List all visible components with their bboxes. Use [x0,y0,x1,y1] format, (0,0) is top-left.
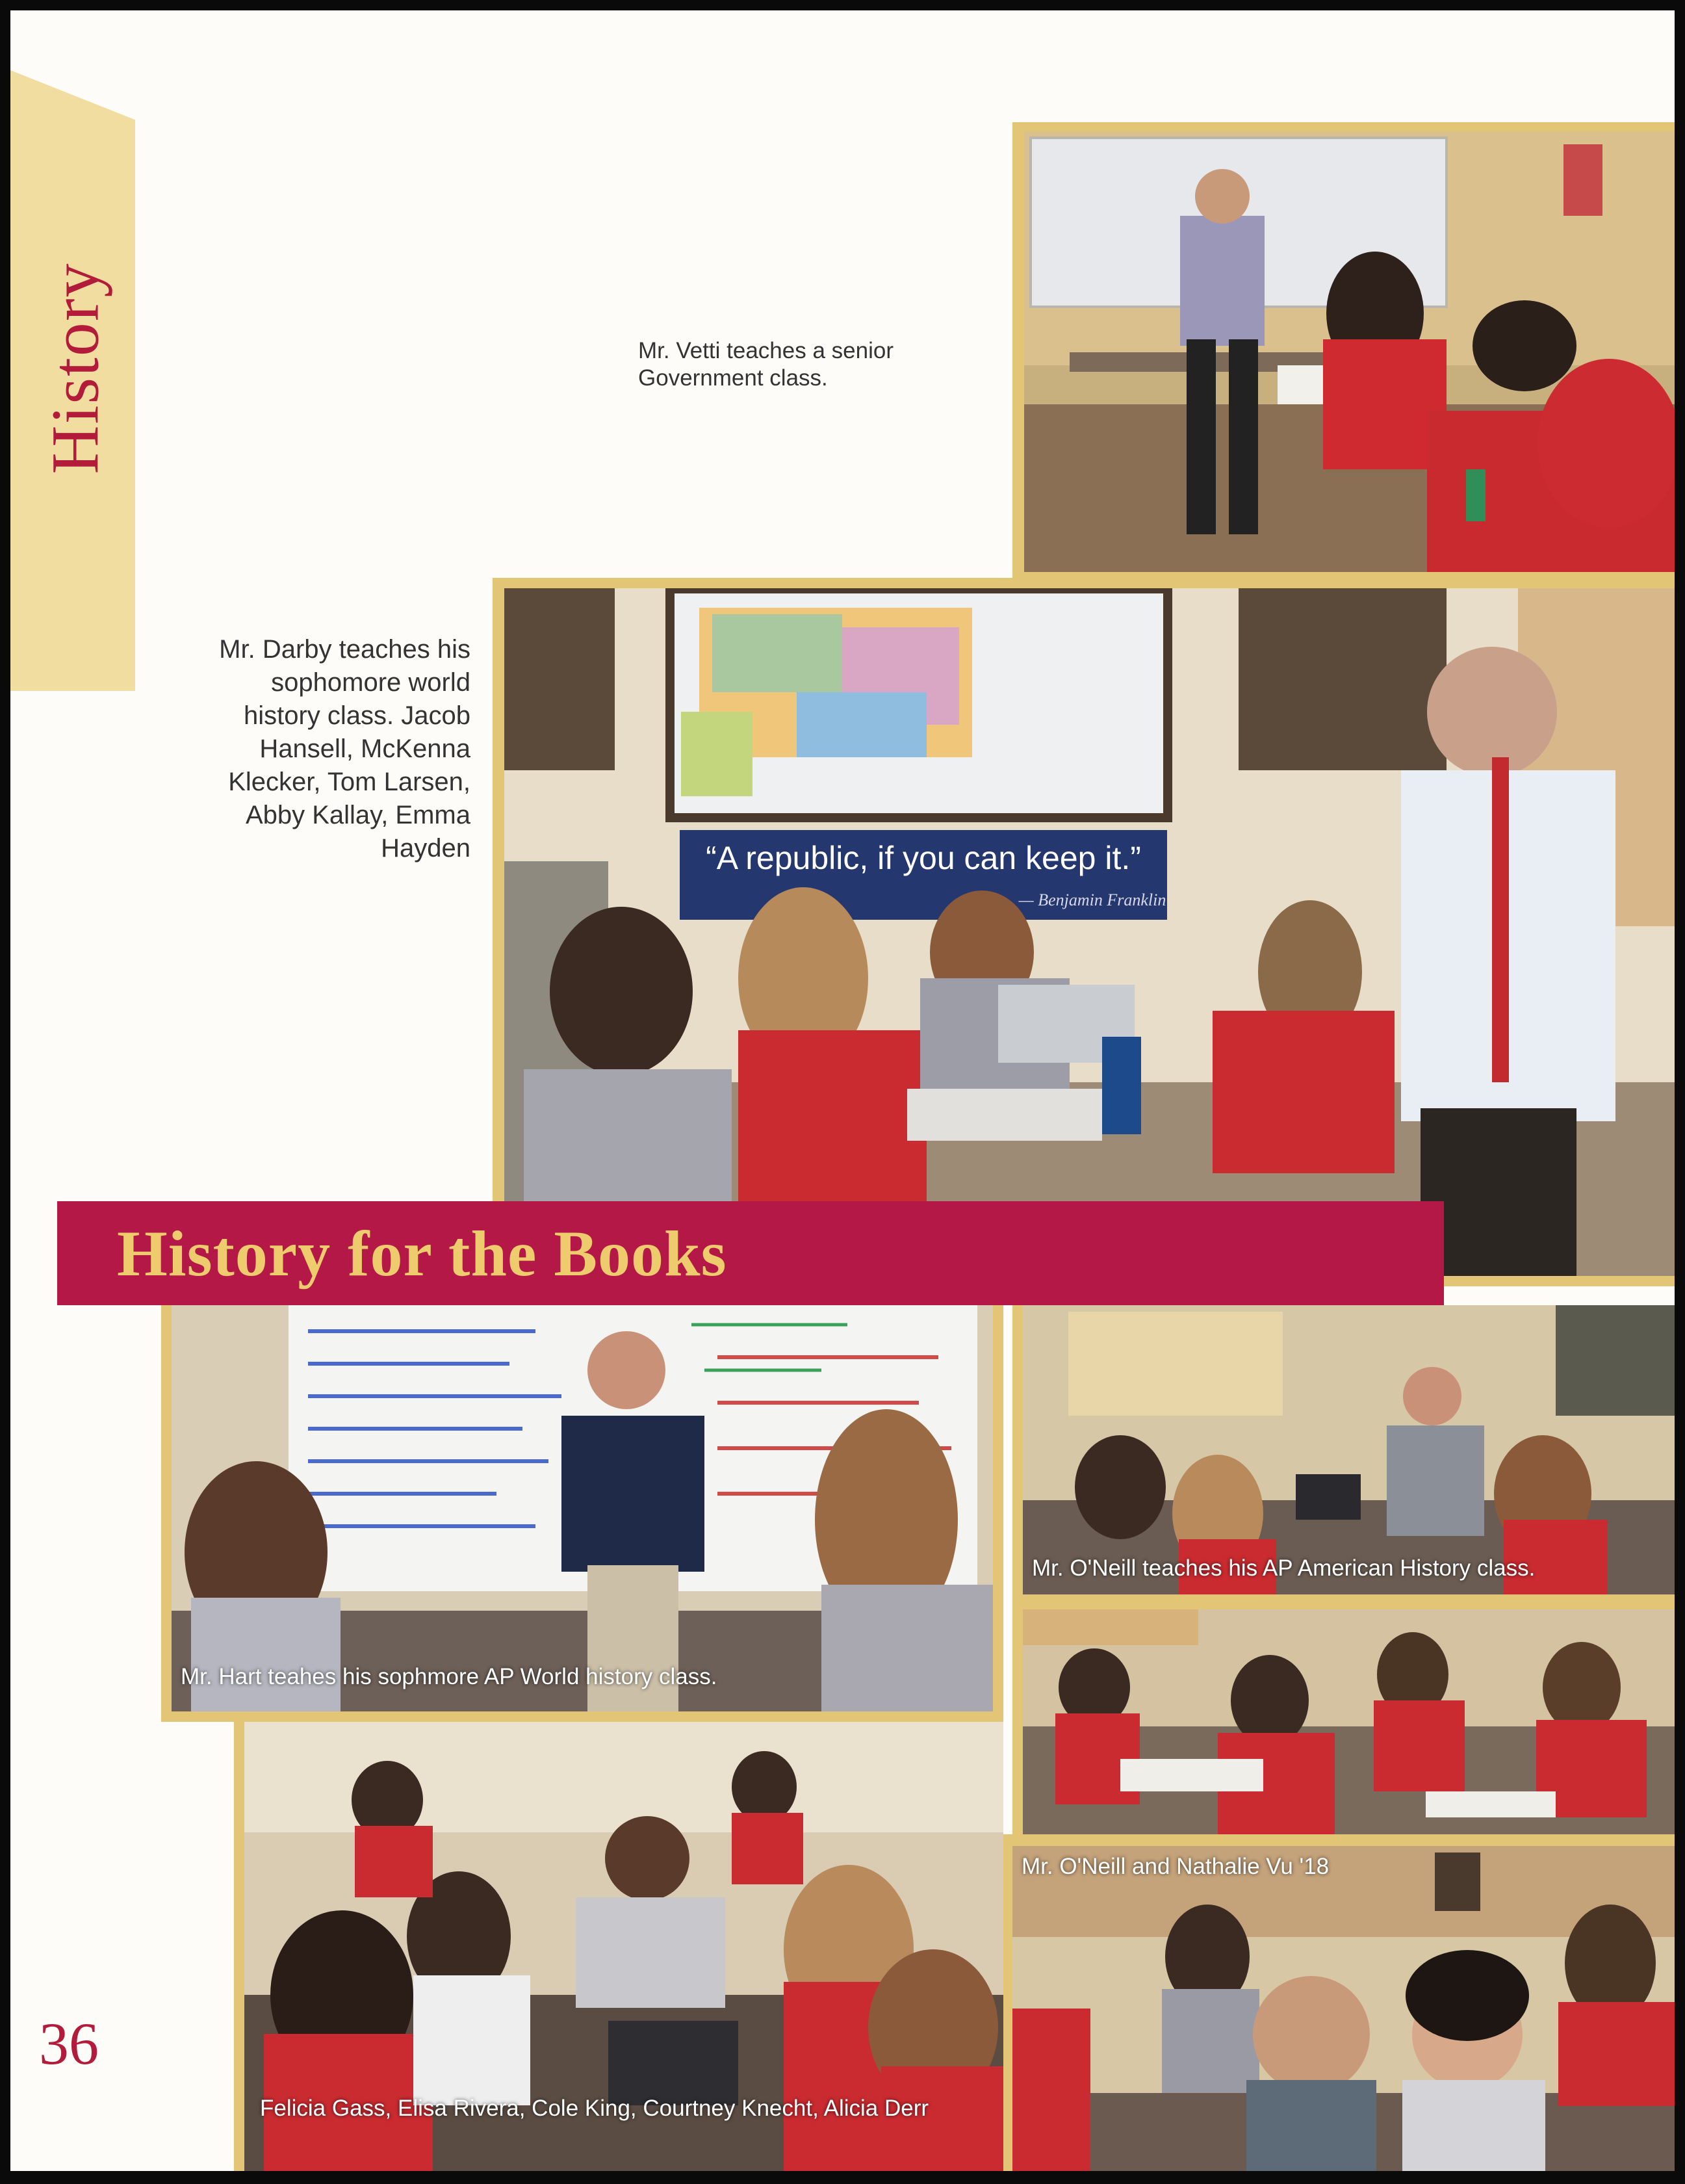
hart-classroom-photo [172,1305,993,1711]
yearbook-page [10,10,1675,2171]
study-classroom-photo [1023,1609,1675,1843]
students-caption: Felicia Gass, Elisa Rivera, Cole King, Courtney Knecht, Alicia Derr [260,2096,929,2121]
quote-sign-text: “A republic, if you can keep it.” [706,840,1141,876]
page-title: History for the Books [117,1217,727,1290]
oneill-ap-classroom-photo [1023,1305,1675,1594]
darby-caption: Mr. Darby teaches his sophomore world history class. Jacob Hansell, McKenna Klecker, Tom Larsen, Abby Kallay, Emma Hayden [219,635,470,863]
darby-classroom-photo [504,588,1675,1276]
oneill-vu-photo [1012,1846,1675,2171]
oneill-vu-caption: Mr. O'Neill and Nathalie Vu '18 [1022,1854,1330,1879]
hart-caption: Mr. Hart teahes his sophmore AP World history class. [181,1664,717,1689]
page-number: 36 [39,2010,99,2077]
vetti-classroom-photo [1024,131,1675,572]
quote-sign-attribution: — Benjamin Franklin [1018,890,1166,909]
page-title-banner [57,1201,1444,1305]
vetti-caption: Mr. Vetti teaches a senior Government class. [638,338,894,391]
oneill-ap-caption: Mr. O'Neill teaches his AP American History class. [1032,1555,1536,1581]
section-tab-label: History [38,262,113,474]
